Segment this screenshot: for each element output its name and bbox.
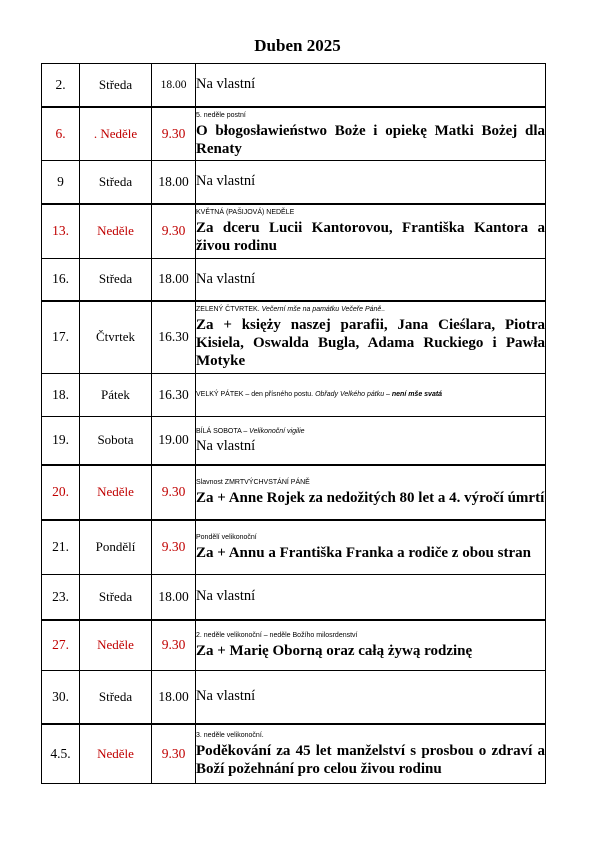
row-time: 18.00 bbox=[152, 575, 196, 620]
row-time: 16.30 bbox=[152, 301, 196, 374]
note-text: BÍLÁ SOBOTA – bbox=[196, 427, 250, 435]
row-intention: Na vlastní bbox=[196, 270, 256, 287]
table-row bbox=[42, 417, 546, 465]
note-italic-text: Večerní mše na památku Večeře Páně.. bbox=[261, 306, 386, 314]
row-day: . Neděle bbox=[80, 107, 152, 161]
row-date: 23. bbox=[42, 575, 80, 620]
row-date: 2. bbox=[42, 64, 80, 107]
liturgical-note: Pondělí velikonoční bbox=[196, 534, 257, 542]
note-bold-italic-text: není mše svatá bbox=[391, 391, 443, 398]
row-day: Středa bbox=[80, 64, 152, 107]
row-intention: Za + Anne Rojek za nedožitých 80 let a 4. výročí úmrtí bbox=[196, 490, 545, 506]
row-day: Středa bbox=[80, 575, 152, 620]
liturgical-note: 3. neděle velikonoční. bbox=[196, 731, 264, 739]
row-day: Středa bbox=[80, 259, 152, 301]
page-title: Duben 2025 bbox=[254, 36, 341, 55]
table-row bbox=[42, 620, 546, 671]
row-intention: Na vlastní bbox=[196, 437, 256, 454]
row-time: 9.30 bbox=[152, 520, 196, 575]
row-time: 18.00 bbox=[152, 259, 196, 301]
row-date: 17. bbox=[42, 301, 80, 374]
table-row bbox=[42, 520, 546, 575]
row-time: 18.00 bbox=[152, 671, 196, 724]
table-row bbox=[42, 575, 546, 620]
row-date: 18. bbox=[42, 374, 80, 417]
liturgical-note bbox=[196, 305, 545, 314]
table-row bbox=[42, 64, 546, 107]
row-intention: Za + Marię Oborną oraz całą żywą rodzinę bbox=[196, 643, 473, 660]
row-date: 19. bbox=[42, 417, 80, 465]
row-time: 16.30 bbox=[152, 374, 196, 417]
row-intention: Na vlastní bbox=[196, 688, 256, 705]
liturgical-note: Slavnost ZMRTVÝCHVSTÁNÍ PÁNĚ bbox=[196, 479, 310, 486]
row-time: 9.30 bbox=[152, 724, 196, 784]
row-date: 20. bbox=[42, 465, 80, 520]
table-row bbox=[42, 671, 546, 724]
row-day: Sobota bbox=[80, 417, 152, 465]
table-row bbox=[42, 107, 546, 161]
row-day: Neděle bbox=[80, 204, 152, 259]
row-time: 9.30 bbox=[152, 204, 196, 259]
table-row bbox=[42, 161, 546, 204]
row-intention: Na vlastní bbox=[196, 76, 256, 93]
table-row bbox=[42, 374, 546, 417]
row-day: Neděle bbox=[80, 724, 152, 784]
row-intention: Na vlastní bbox=[196, 173, 256, 190]
row-date: 27. bbox=[42, 620, 80, 671]
row-day: Pondělí bbox=[80, 520, 152, 575]
note-text: ZELENÝ ČTVRTEK. bbox=[196, 306, 262, 314]
row-date: 30. bbox=[42, 671, 80, 724]
row-day: Středa bbox=[80, 161, 152, 204]
row-time: 19.00 bbox=[152, 417, 196, 465]
note-italic-text: Velikonoční vigilie bbox=[249, 427, 305, 435]
row-date: 4.5. bbox=[42, 724, 80, 784]
row-time: 9.30 bbox=[152, 465, 196, 520]
row-intention: Na vlastní bbox=[196, 588, 256, 605]
row-intention: Za + księży naszej parafii, Jana Cieślara, Piotra Kisiela, Oswalda Bugla, Adama Ruckiego i Pawła Motyke bbox=[196, 317, 545, 370]
liturgical-note: KVĚTNÁ (PAŠIJOVÁ) NEDĚLE bbox=[196, 209, 295, 217]
liturgical-note bbox=[196, 427, 545, 436]
row-date: 13. bbox=[42, 204, 80, 259]
row-time: 9.30 bbox=[152, 620, 196, 671]
liturgical-note: 5. neděle postní bbox=[196, 111, 246, 119]
row-day: Středa bbox=[80, 671, 152, 724]
table-row bbox=[42, 724, 546, 784]
liturgical-note: 2. neděle velikonoční – neděle Božího milosrdenství bbox=[196, 632, 358, 640]
row-intention: Za + Annu a Františka Franka a rodiče z obou stran bbox=[196, 545, 531, 562]
mass-schedule-table bbox=[41, 63, 546, 784]
row-intention: Poděkování za 45 let manželství s prosbou o zdraví a Boží požehnání pro celou živou rodinu bbox=[196, 742, 545, 777]
table-row bbox=[42, 465, 546, 520]
row-date: 6. bbox=[42, 107, 80, 161]
row-day: Pátek bbox=[80, 374, 152, 417]
row-intention: O błogosławieństwo Boże i opiekę Matki Bożej dla Renaty bbox=[196, 122, 545, 157]
row-date: 16. bbox=[42, 259, 80, 301]
row-time: 18.00 bbox=[152, 64, 196, 107]
note-text: VELKÝ PÁTEK – den přísného postu. bbox=[196, 391, 316, 398]
row-time: 9.30 bbox=[152, 107, 196, 161]
table-row bbox=[42, 259, 546, 301]
row-day: Neděle bbox=[80, 620, 152, 671]
row-day: Čtvrtek bbox=[80, 301, 152, 374]
row-time: 18.00 bbox=[152, 161, 196, 204]
note-italic-text: Obřady Velkého pátku – bbox=[315, 391, 392, 398]
row-intention: Za dceru Lucii Kantorovou, Františka Kantora a živou rodinu bbox=[196, 220, 545, 255]
liturgical-note bbox=[196, 390, 545, 399]
row-day: Neděle bbox=[80, 465, 152, 520]
row-date: 21. bbox=[42, 520, 80, 575]
table-row bbox=[42, 204, 546, 259]
row-date: 9 bbox=[42, 161, 80, 204]
table-row bbox=[42, 301, 546, 374]
